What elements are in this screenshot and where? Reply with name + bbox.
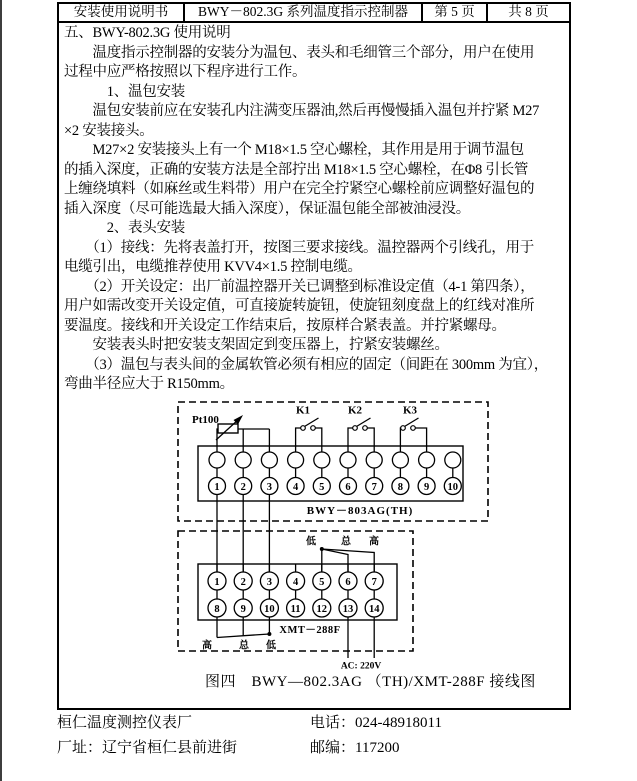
switch-k2	[348, 418, 374, 452]
text-line: 1、温包安装	[64, 83, 185, 100]
terminal-circle	[445, 452, 461, 468]
terminal-circle	[209, 452, 225, 468]
text-line: 2、表头安装	[64, 220, 185, 236]
text-line: ×2 安装接头。	[64, 122, 154, 139]
terminal-number: 2	[240, 481, 246, 493]
terminal-number: 10	[264, 603, 275, 615]
lower-bottom-label-common: 总	[239, 640, 249, 652]
lower-bottom-label-high: 高	[202, 640, 212, 652]
terminal-number: 7	[371, 481, 377, 493]
header-product-title: BWY－802.3G 系列温度指示控制器	[185, 4, 423, 21]
text-line: M27×2 安装接头上有一个 M18×1.5 空心螺栓，其作用是用于调节温包	[64, 142, 524, 158]
header-doc-type: 安装使用说明书	[59, 4, 185, 21]
text-line: 五、BWY-802.3G 使用说明	[64, 25, 231, 41]
text-line: 的插入深度，正确的安装方法是全部拧出 M18×1.5 空心螺栓，在Φ8 引长管	[64, 161, 529, 178]
footer-zip-code: 邮编：117200	[310, 740, 400, 756]
switch-k2-label: K2	[347, 404, 363, 417]
footer-factory-name: 桓仁温度测控仪表厂	[57, 715, 193, 731]
upper-device-label: BWY－803AG(TH)	[306, 505, 414, 517]
header-page-number: 第 5 页	[423, 4, 488, 21]
terminal-ticks	[217, 590, 374, 599]
lower-terminal-row-bottom	[208, 599, 383, 617]
text-line: 上缠绕填料（如麻丝或生料带）用户在完全拧紧空心螺栓前应调整好温包的	[64, 181, 535, 197]
text-line: （1）接线：先将表盖打开，按图三要求接线。温控器两个引线孔，用于	[64, 239, 534, 256]
terminal-ticks	[217, 468, 453, 478]
lower-terminal-row-top	[208, 572, 383, 590]
ac-power-label: AC: 220V	[340, 661, 382, 672]
terminal-number: 8	[214, 603, 220, 615]
text-line: 用户如需改变开关设定值，可直接旋转旋钮，使旋钮刻度盘上的红线对准所	[64, 298, 535, 314]
lower-top-label-common: 总	[341, 536, 351, 548]
interconnect-wires	[217, 495, 269, 573]
lower-top-label-low: 低	[306, 536, 316, 548]
body-text	[64, 24, 566, 395]
terminal-ticks	[217, 564, 374, 572]
terminal-number: 3	[266, 481, 273, 493]
terminal-number: 5	[319, 576, 325, 588]
ac-power-wires	[348, 617, 374, 658]
terminal-number: 4	[292, 481, 299, 493]
header-row	[59, 4, 569, 23]
terminal-number: 1	[214, 481, 220, 493]
terminal-number: 7	[371, 576, 377, 588]
page-edge-line	[0, 0, 2, 781]
lower-top-label-high: 高	[369, 536, 379, 548]
switch-k1-label: K1	[295, 404, 311, 417]
terminal-number: 12	[316, 603, 328, 615]
text-line: 要温度。接线和开关设定工作结束后，按原样合紧表盖。并拧紧螺母。	[64, 317, 506, 334]
text-line: 弯曲半径应大于 R150mm。	[64, 376, 234, 392]
switch-k1	[296, 418, 322, 452]
terminal-number: 2	[240, 576, 246, 588]
text-line: 过程中应严格按照以下程序进行工作。	[64, 64, 307, 80]
switch-k3	[400, 418, 426, 452]
terminal-number: 9	[423, 481, 430, 493]
terminal-circle	[235, 452, 251, 468]
footer-phone: 电话：024-48918011	[310, 715, 442, 731]
lower-device-label: XMT－288F	[279, 625, 341, 636]
pt100-label: Pt100	[192, 414, 219, 426]
terminal-number: 1	[214, 576, 220, 588]
text-line: 温度指示控制器的安装分为温包、表头和毛细管三个部分，用户在使用	[64, 44, 535, 61]
terminal-circle	[340, 452, 356, 468]
manual-table	[57, 2, 571, 710]
terminal-number: 4	[292, 576, 299, 588]
terminal-number: 9	[240, 603, 246, 615]
terminal-circle	[288, 452, 304, 468]
switch-k3-label: K3	[402, 404, 418, 417]
lower-bottom-label-low: 低	[266, 640, 276, 652]
upper-numbered-row	[209, 478, 462, 495]
text-line: 插入深度（尽可能选最大插入深度），保证温包能全部被油浸没。	[64, 200, 470, 217]
sensor-input-junction	[320, 547, 374, 572]
wiring-diagram	[170, 399, 500, 673]
text-line: 安装表头时把安装支架固定到变压器上，拧紧安装螺丝。	[64, 337, 449, 353]
terminal-number: 10	[447, 481, 459, 493]
terminal-number: 14	[368, 603, 380, 615]
text-line: 电缆引出，电缆推荐使用 KVV4×1.5 控制电缆。	[64, 259, 362, 275]
terminal-number: 3	[266, 576, 273, 588]
terminal-number: 6	[345, 481, 351, 493]
text-line: （3）温包与表头间的金属软管必须有相应的固定（间距在 300mm 为宜），	[64, 356, 549, 373]
terminal-number: 8	[397, 481, 404, 493]
content-box	[59, 23, 569, 710]
terminal-number: 5	[319, 481, 325, 493]
header-total-pages: 共 8 页	[508, 4, 549, 19]
terminal-number: 13	[342, 603, 354, 615]
terminal-number: 6	[345, 576, 351, 588]
figure-caption: 图四 BWY—802.3AG （TH)/XMT-288F 接线图	[205, 674, 536, 690]
terminal-circle	[314, 452, 330, 468]
terminal-number: 11	[290, 603, 301, 615]
text-line: 温包安装前应在安装孔内注满变压器油,然后再慢慢插入温包并拧紧 M27	[64, 103, 540, 119]
terminal-circle	[419, 452, 435, 468]
footer-address: 厂址：辽宁省桓仁县前进街	[57, 740, 238, 756]
text-line: （2）开关设定：出厂前温控器开关已调整到标准设定值（4-1 第四条），	[64, 278, 535, 295]
terminal-circle	[261, 452, 277, 468]
terminal-circle	[366, 452, 382, 468]
upper-terminal-row	[209, 452, 461, 468]
terminal-circle	[392, 452, 408, 468]
